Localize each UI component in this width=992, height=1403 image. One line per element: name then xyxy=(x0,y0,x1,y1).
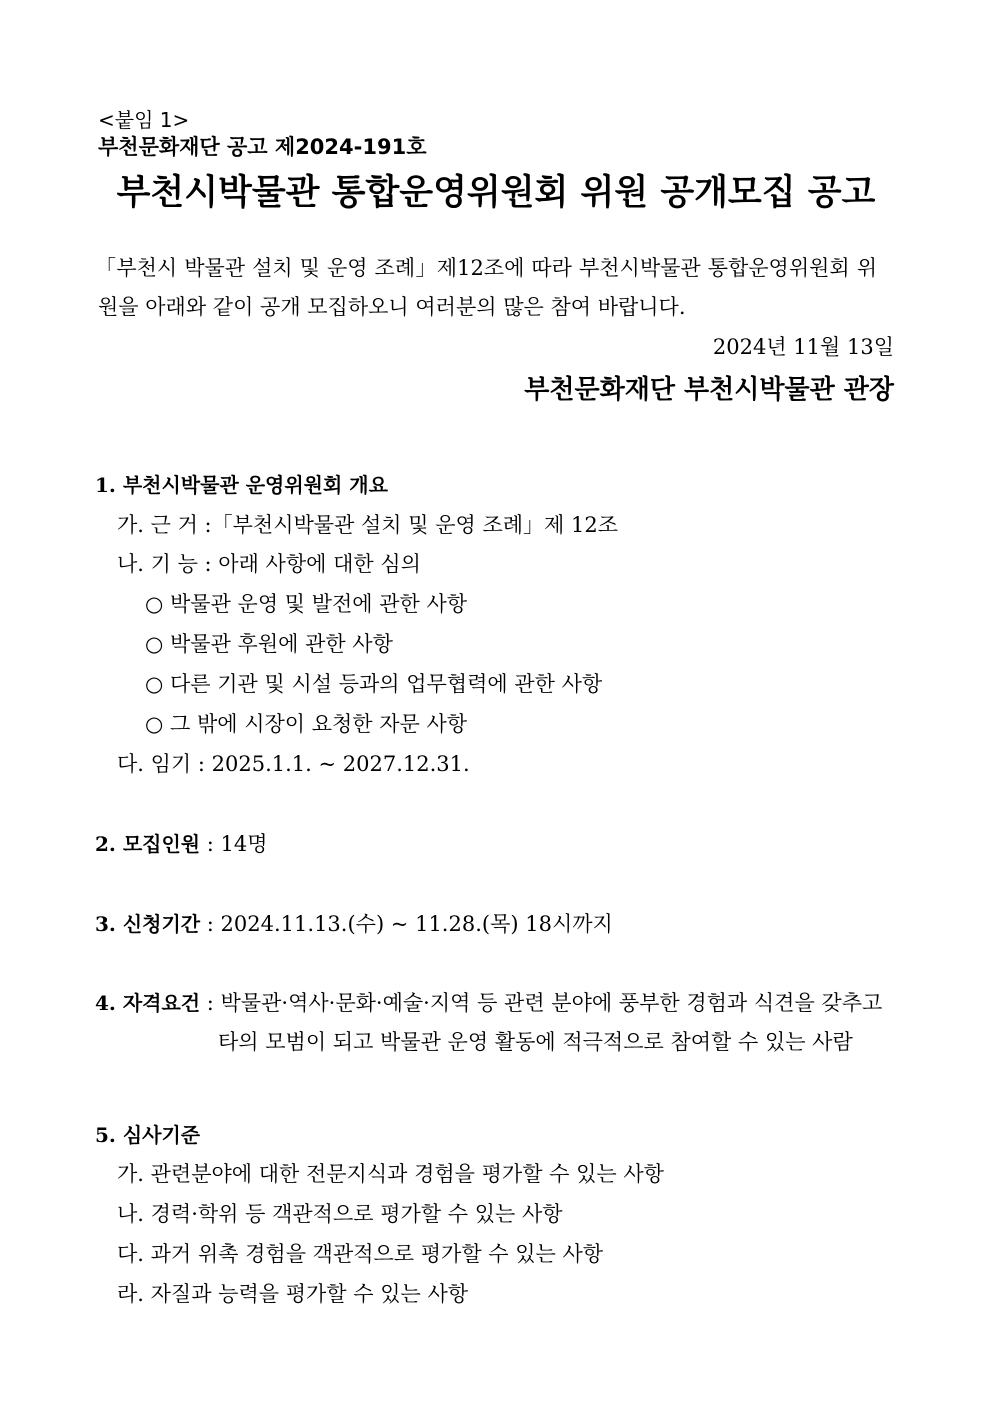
section-4-value-2: 타의 모범이 되고 박물관 운영 활동에 적극적으로 참여할 수 있는 사람 xyxy=(218,1030,853,1054)
section-1-basis: 가. 근 거 :「부천시박물관 설치 및 운영 조례」제 12조 xyxy=(117,513,619,537)
page-title: 부천시박물관 통합운영위원회 위원 공개모집 공고 xyxy=(116,173,876,213)
section-1-item: ○ 박물관 후원에 관한 사항 xyxy=(145,632,393,656)
attachment-label: <붙임 1> xyxy=(98,108,190,132)
section-5-item: 라. 자질과 능력을 평가할 수 있는 사항 xyxy=(117,1282,469,1306)
section-5-item: 나. 경력·학위 등 객관적으로 평가할 수 있는 사항 xyxy=(117,1202,563,1226)
section-5-title: 5. 심사기준 xyxy=(95,1123,201,1147)
notice-number: 부천문화재단 공고 제2024-191호 xyxy=(98,135,427,159)
section-4-value-1: : 박물관·역사·문화·예술·지역 등 관련 분야에 풍부한 경험과 식견을 갖추고 xyxy=(200,991,883,1015)
intro-line-1: 「부천시 박물관 설치 및 운영 조례」제12조에 따라 부천시박물관 통합운영위원회 위 xyxy=(95,256,877,280)
section-2-value: : 14명 xyxy=(200,832,268,856)
section-5-item: 다. 과거 위촉 경험을 객관적으로 평가할 수 있는 사항 xyxy=(117,1242,604,1266)
issuer-name: 부천문화재단 부천시박물관 관장 xyxy=(524,375,894,405)
section-3-title: 3. 신청기간 xyxy=(95,912,201,936)
section-1-title: 1. 부천시박물관 운영위원회 개요 xyxy=(95,473,388,497)
section-1-item: ○ 다른 기관 및 시설 등과의 업무협력에 관한 사항 xyxy=(145,672,603,696)
section-1-function: 나. 기 능 : 아래 사항에 대한 심의 xyxy=(117,552,421,576)
section-5-item: 가. 관련분야에 대한 전문지식과 경험을 평가할 수 있는 사항 xyxy=(117,1162,664,1186)
notice-date: 2024년 11월 13일 xyxy=(712,335,894,359)
section-2-title: 2. 모집인원 xyxy=(95,832,201,856)
section-4 xyxy=(95,993,882,1014)
section-4-title: 4. 자격요건 xyxy=(95,991,201,1015)
section-1-item: ○ 박물관 운영 및 발전에 관한 사항 xyxy=(145,592,468,616)
section-1-term: 다. 임기 : 2025.1.1. ~ 2027.12.31. xyxy=(117,752,470,776)
intro-line-2: 원을 아래와 같이 공개 모집하오니 여러분의 많은 참여 바랍니다. xyxy=(98,295,686,319)
section-1-item: ○ 그 밖에 시장이 요청한 자문 사항 xyxy=(145,712,468,736)
section-2 xyxy=(95,834,268,855)
section-3 xyxy=(95,914,613,935)
section-3-value: : 2024.11.13.(수) ~ 11.28.(목) 18시까지 xyxy=(200,912,613,936)
